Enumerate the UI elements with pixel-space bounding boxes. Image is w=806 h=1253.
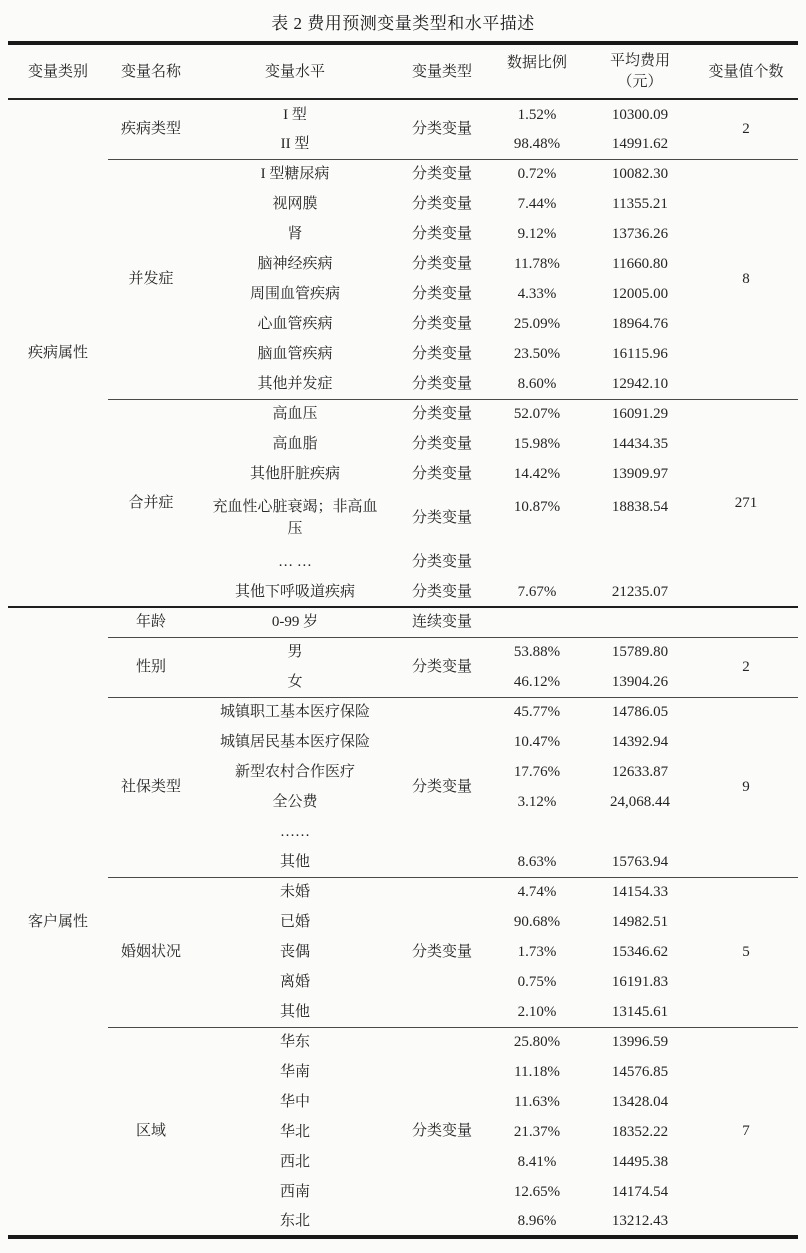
level-cell — [194, 339, 396, 369]
avg-cell: 13904.26 — [586, 667, 694, 697]
table-row — [8, 399, 798, 429]
level-cell — [194, 429, 396, 459]
header-col-type: 变量类型 — [396, 43, 488, 99]
ratio-cell: 10.87% — [513, 499, 561, 515]
level-cell — [194, 967, 396, 997]
type-cell: 分类变量 — [411, 166, 472, 183]
avg-cell: 13736.26 — [611, 226, 669, 242]
level-cell — [194, 547, 396, 577]
level-cell — [194, 489, 396, 547]
avg-cell — [586, 607, 694, 637]
type-cell: 分类变量 — [411, 436, 472, 452]
level-text: 其他并发症 — [257, 375, 333, 392]
level-cell — [194, 907, 396, 937]
ratio-cell: 8.41% — [517, 1154, 557, 1170]
type-cell: 分类变量 — [411, 466, 472, 482]
category-cell: 疾病属性 — [8, 99, 108, 607]
ratio-cell: 11.18% — [514, 1064, 560, 1080]
level-text: …… — [280, 824, 310, 840]
avg-cell: 13145.61 — [586, 997, 694, 1027]
type-cell: 分类变量 — [396, 99, 488, 159]
type-cell: 分类变量 — [411, 196, 472, 212]
ratio-cell: 25.09% — [513, 316, 561, 332]
category-cell: 客户属性 — [27, 913, 88, 930]
level-cell — [194, 459, 396, 489]
value-count-cell: 9 — [694, 697, 798, 877]
ratio-cell: 2.10% — [488, 997, 586, 1027]
level-cell — [194, 817, 396, 847]
header-col-avg — [586, 43, 694, 99]
level-cell — [194, 1027, 396, 1057]
ratio-cell: 46.12% — [488, 667, 586, 697]
level-text: 已婚 — [279, 914, 310, 930]
value-count-cell — [694, 607, 798, 637]
level-cell — [194, 667, 396, 697]
ratio-cell: 0.72% — [517, 166, 557, 183]
avg-cell: 14434.35 — [611, 436, 669, 452]
avg-cell: 10082.30 — [611, 166, 669, 183]
table-row — [8, 607, 798, 637]
value-count-cell: 2 — [694, 99, 798, 159]
level-cell — [194, 279, 396, 309]
level-cell — [194, 727, 396, 757]
avg-cell: 14576.85 — [611, 1064, 669, 1080]
level-cell — [194, 1057, 396, 1087]
ratio-cell: 98.48% — [488, 129, 586, 159]
type-cell: 分类变量 — [396, 637, 488, 697]
type-cell: 分类变量 — [411, 286, 472, 302]
type-cell: 连续变量 — [396, 607, 488, 637]
type-cell: 分类变量 — [411, 510, 472, 526]
avg-cell: 21235.07 — [586, 577, 694, 607]
ratio-cell: 7.44% — [517, 196, 557, 212]
table-row — [8, 877, 798, 907]
ratio-cell: 4.33% — [517, 286, 557, 302]
avg-cell: 14991.62 — [586, 129, 694, 159]
level-text: 未婚 — [279, 884, 310, 901]
variable-cell: 婚姻状况 — [108, 877, 194, 1027]
variable-cell: 性别 — [108, 637, 194, 697]
ratio-cell: 1.52% — [517, 106, 557, 123]
avg-cell: 16091.29 — [611, 406, 669, 423]
level-cell — [194, 757, 396, 787]
level-text: 男 — [287, 644, 303, 661]
level-text: 华东 — [279, 1034, 310, 1051]
level-text: 西北 — [279, 1154, 310, 1170]
type-cell: 分类变量 — [411, 346, 472, 362]
header-col-avg-line2: （元） — [617, 73, 663, 90]
table-row — [8, 1027, 798, 1057]
header-col-ratio-label: 数据比例 — [506, 54, 567, 71]
level-text: 西南 — [279, 1184, 310, 1200]
variable-cell: 疾病类型 — [108, 99, 194, 159]
type-cell: 分类变量 — [411, 316, 472, 332]
ratio-cell — [488, 607, 586, 637]
ratio-cell: 0.75% — [517, 974, 557, 990]
avg-cell: 12942.10 — [586, 369, 694, 399]
table-title: 表 2 费用预测变量类型和水平描述 — [271, 14, 535, 33]
ratio-cell: 25.80% — [513, 1034, 561, 1051]
level-text: … … — [278, 554, 312, 570]
level-text: 华中 — [279, 1094, 310, 1110]
level-text: 东北 — [279, 1213, 310, 1229]
level-cell — [194, 159, 396, 189]
variable-cell: 合并症 — [108, 399, 194, 607]
level-cell — [194, 249, 396, 279]
type-cell: 分类变量 — [396, 369, 488, 399]
avg-cell: 11355.21 — [612, 196, 668, 212]
level-text: 其他下呼吸道疾病 — [234, 583, 355, 600]
level-cell — [194, 399, 396, 429]
avg-cell: 14982.51 — [611, 914, 669, 930]
avg-cell — [586, 817, 694, 847]
ratio-cell: 14.42% — [513, 466, 561, 482]
ratio-cell: 17.76% — [513, 764, 561, 780]
avg-cell: 16191.83 — [611, 974, 669, 990]
ratio-cell: 8.96% — [517, 1213, 557, 1229]
level-cell — [194, 1147, 396, 1177]
avg-cell: 15789.80 — [611, 644, 669, 661]
variables-table — [8, 41, 798, 1239]
level-text: 华南 — [279, 1064, 310, 1080]
avg-cell: 15346.62 — [611, 944, 669, 960]
ratio-cell: 8.60% — [488, 369, 586, 399]
type-cell: 分类变量 — [411, 554, 472, 570]
level-text: 高血脂 — [272, 436, 318, 452]
avg-cell: 16115.96 — [612, 346, 668, 362]
level-cell — [194, 637, 396, 667]
level-cell — [194, 607, 396, 637]
value-count-cell: 2 — [694, 637, 798, 697]
ratio-cell: 9.12% — [517, 226, 557, 242]
level-cell — [194, 1177, 396, 1207]
level-cell — [194, 99, 396, 129]
ratio-cell: 8.63% — [488, 847, 586, 877]
ratio-cell: 3.12% — [517, 794, 557, 810]
table-row — [8, 637, 798, 667]
ratio-cell: 90.68% — [513, 914, 561, 930]
header-col-ratio — [488, 43, 586, 99]
ratio-cell — [488, 547, 586, 577]
header-col-category: 变量类别 — [8, 43, 108, 99]
value-count-cell: 7 — [742, 1123, 750, 1140]
avg-cell: 14392.94 — [611, 734, 669, 750]
value-count-cell: 8 — [694, 159, 798, 399]
level-cell — [194, 189, 396, 219]
value-count-cell: 271 — [694, 399, 798, 607]
type-cell: 分类变量 — [396, 877, 488, 1027]
level-cell — [194, 937, 396, 967]
header-col-level: 变量水平 — [194, 43, 396, 99]
level-text: 视网膜 — [272, 196, 318, 212]
level-cell — [194, 1207, 396, 1237]
level-cell — [194, 1117, 396, 1147]
ratio-cell: 11.63% — [514, 1094, 560, 1110]
header-col-avg-line1: 平均费用 — [609, 52, 670, 69]
avg-cell — [586, 547, 694, 577]
level-text: 其他肝脏疾病 — [249, 466, 340, 482]
level-cell — [194, 697, 396, 727]
avg-cell: 13909.97 — [611, 466, 669, 482]
variable-cell: 区域 — [135, 1123, 166, 1140]
ratio-cell: 11.78% — [514, 256, 560, 272]
value-count-cell: 5 — [694, 877, 798, 1027]
level-text: 城镇居民基本医疗保险 — [219, 734, 370, 750]
variable-cell: 并发症 — [108, 159, 194, 399]
level-text: 高血压 — [272, 406, 318, 423]
avg-cell: 18352.22 — [611, 1124, 669, 1140]
ratio-cell: 21.37% — [513, 1124, 561, 1140]
variable-cell: 年龄 — [108, 607, 194, 637]
level-text: 新型农村合作医疗 — [234, 764, 355, 780]
ratio-cell: 45.77% — [513, 704, 561, 721]
avg-cell: 18964.76 — [611, 316, 669, 332]
avg-cell: 14786.05 — [611, 704, 669, 721]
level-text: 肾 — [287, 226, 303, 242]
level-text: 脑神经疾病 — [257, 256, 333, 272]
level-text: 周围血管疾病 — [249, 286, 340, 302]
level-text: 丧偶 — [279, 944, 310, 960]
avg-cell: 12633.87 — [611, 764, 669, 780]
avg-cell: 13996.59 — [611, 1034, 669, 1051]
header-col-count: 变量值个数 — [694, 43, 798, 99]
type-cell: 分类变量 — [411, 406, 472, 423]
ratio-cell: 4.74% — [517, 884, 557, 901]
level-text: 城镇职工基本医疗保险 — [219, 704, 370, 721]
level-text: 女 — [287, 673, 303, 690]
avg-cell: 15763.94 — [586, 847, 694, 877]
level-cell — [194, 997, 396, 1027]
level-text: 充血性心脏衰竭；非高血压 — [212, 499, 378, 537]
level-text: 脑血管疾病 — [257, 346, 333, 362]
type-cell: 分类变量 — [396, 577, 488, 607]
ratio-cell: 52.07% — [513, 406, 561, 423]
table-header — [8, 43, 798, 99]
avg-cell: 18838.54 — [611, 499, 669, 515]
level-cell — [194, 787, 396, 817]
avg-cell: 13212.43 — [611, 1213, 669, 1229]
level-cell — [194, 877, 396, 907]
type-cell: 分类变量 — [411, 1123, 472, 1140]
level-cell — [194, 219, 396, 249]
type-cell: 分类变量 — [396, 697, 488, 877]
level-text: I 型 — [283, 106, 307, 123]
level-cell — [194, 577, 396, 607]
header-col-name: 变量名称 — [108, 43, 194, 99]
level-text: 华北 — [279, 1124, 310, 1140]
level-text: II 型 — [280, 135, 310, 152]
level-cell — [194, 309, 396, 339]
avg-cell: 14174.54 — [611, 1184, 669, 1200]
avg-cell: 14495.38 — [611, 1154, 669, 1170]
avg-cell: 11660.80 — [612, 256, 668, 272]
table-row — [8, 99, 798, 129]
ratio-cell: 10.47% — [513, 734, 561, 750]
ratio-cell: 1.73% — [517, 944, 557, 960]
ratio-cell: 15.98% — [513, 436, 561, 452]
avg-cell: 12005.00 — [611, 286, 669, 302]
header-row — [8, 43, 798, 99]
level-text: I 型糖尿病 — [260, 166, 330, 183]
ratio-cell: 23.50% — [513, 346, 561, 362]
ratio-cell: 12.65% — [513, 1184, 561, 1200]
variable-cell: 社保类型 — [108, 697, 194, 877]
level-text: 其他 — [279, 853, 310, 870]
level-text: 全公费 — [272, 794, 318, 810]
level-cell — [194, 1087, 396, 1117]
level-cell — [194, 847, 396, 877]
ratio-cell: 7.67% — [488, 577, 586, 607]
level-text: 离婚 — [279, 974, 310, 990]
table-body — [8, 99, 798, 1237]
avg-cell: 14154.33 — [611, 884, 669, 901]
avg-cell: 10300.09 — [611, 106, 669, 123]
avg-cell: 24,068.44 — [610, 794, 670, 810]
type-cell: 分类变量 — [411, 256, 472, 272]
table-row — [8, 159, 798, 189]
ratio-cell: 53.88% — [513, 644, 561, 661]
level-cell — [194, 369, 396, 399]
level-cell — [194, 129, 396, 159]
type-cell: 分类变量 — [411, 226, 472, 242]
level-text: 心血管疾病 — [257, 316, 333, 332]
ratio-cell — [488, 817, 586, 847]
level-text: 其他 — [279, 1003, 310, 1020]
level-text: 0-99 岁 — [271, 614, 319, 631]
table-row — [8, 697, 798, 727]
avg-cell: 13428.04 — [611, 1094, 669, 1110]
